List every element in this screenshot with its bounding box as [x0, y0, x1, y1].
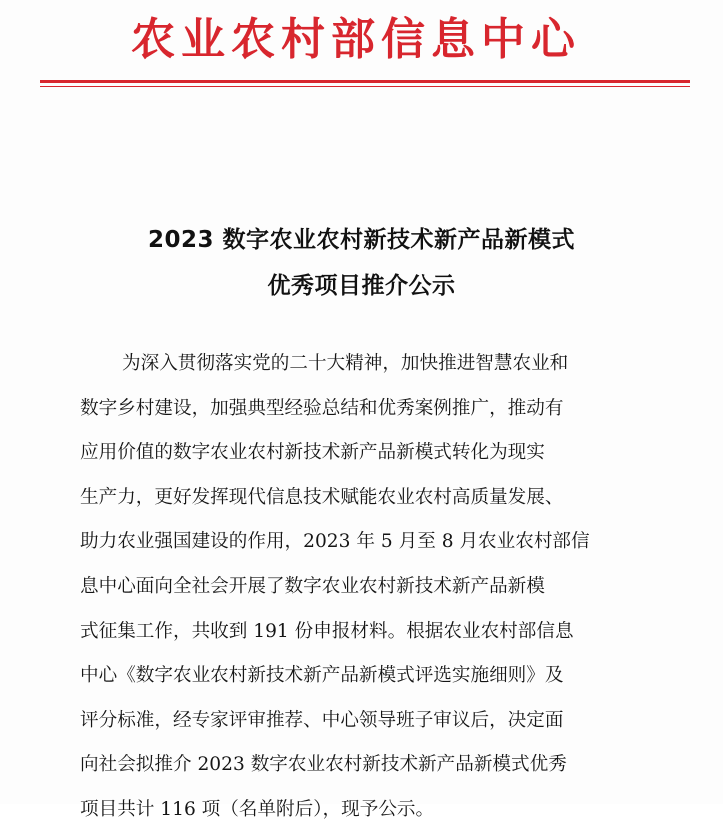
body-line: 式征集工作，共收到 191 份申报材料。根据农业农村部信息 — [80, 620, 574, 642]
body-line: 中心《数字农业农村新技术新产品新模式评选实施细则》及 — [80, 665, 564, 687]
body-line: 评分标准，经专家评审推荐、中心领导班子审议后，决定面 — [80, 709, 564, 731]
body-line: 项目共计 116 项（名单附后），现予公示。 — [80, 798, 435, 820]
body-line: 为深入贯彻落实党的二十大精神，加快推进智慧农业和 — [122, 353, 569, 374]
body-line: 生产力，更好发挥现代信息技术赋能农业农村高质量发展、 — [80, 486, 564, 508]
letterhead — [0, 2, 723, 80]
body-line: 息中心面向全社会开展了数字农业农村新技术新产品新模 — [80, 575, 545, 597]
letterhead-red-rule-thick — [40, 80, 690, 83]
letterhead-red-rule-thin — [40, 86, 690, 87]
body-line: 数字乡村建设，加强典型经验总结和优秀案例推广，推动有 — [80, 397, 564, 419]
body-line: 助力农业强国建设的作用，2023 年 5 月至 8 月农业农村部信 — [80, 531, 590, 553]
document-body — [80, 342, 652, 833]
document-title-line-1: 2023 数字农业农村新技术新产品新模式 — [147, 227, 576, 253]
body-line: 应用价值的数字农业农村新技术新产品新模式转化为现实 — [80, 442, 545, 464]
letterhead-org-name: 农业农村部信息中心 — [131, 14, 581, 65]
body-line: 向社会拟推介 2023 数字农业农村新技术新产品新模式优秀 — [80, 754, 567, 776]
document-title-line-2: 优秀项目推介公示 — [267, 273, 456, 299]
